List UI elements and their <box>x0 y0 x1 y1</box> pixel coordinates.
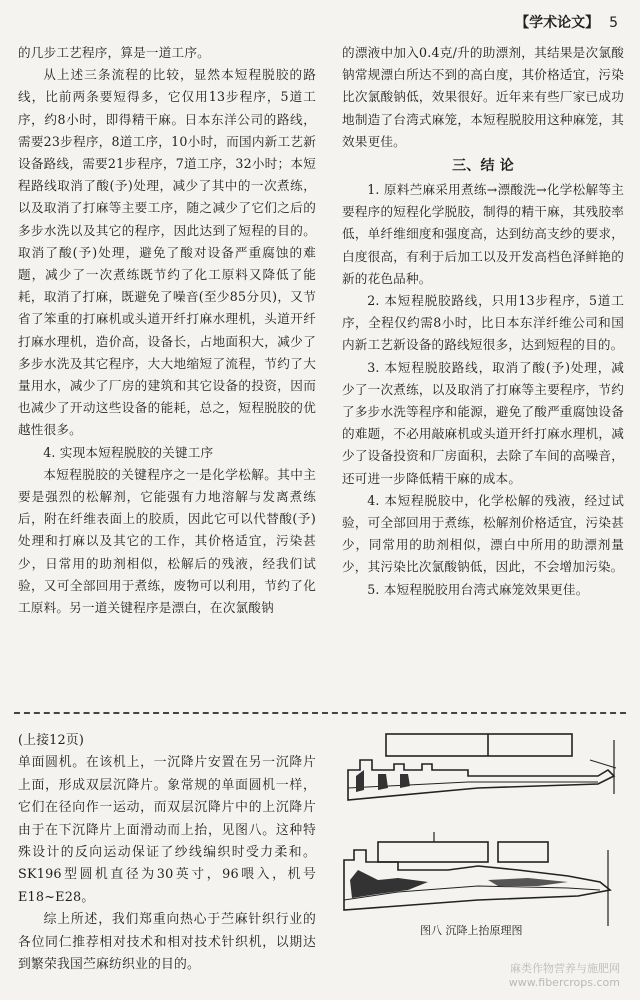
site-watermark <box>509 962 620 990</box>
watermark-url: www.fibercrops.com <box>508 976 620 989</box>
section-label: 【学术论文】 <box>515 15 600 31</box>
left-heading-4: 4. 实现本短程脱胶的关键工序 <box>43 444 214 460</box>
page-header <box>515 12 618 32</box>
page-number: 5 <box>609 15 618 31</box>
conclusion-item-4: 4. 本短程脱胶中，化学松解的残液，经过试验，可全部回用于煮练，松解剂价格适宜，污染甚少，同常用的助剂相似，漂白中所用的助漂剂量少，其污染比次氯酸钠低，因此，不会增加污染。 <box>342 492 624 575</box>
right-column <box>342 42 624 601</box>
left-paragraph-1: 的几步工艺程序，算是一道工序。 <box>18 45 210 60</box>
right-paragraph-1: 的漂液中加入0.4克/升的助漂剂，其结果是次氯酸钠常规漂白所达不到的高白度，其价格适宜，污染比次氯酸钠低，效果很好。近年来有些厂家已成功地制造了台湾式麻笼，本短程脱胶用这种麻笼，其效果更佳。 <box>342 45 624 149</box>
left-paragraph-2: 从上述三条流程的比较，显然本短程脱胶的路线，比前两条要短得多，它仅用13步程序，5道工序，约8小时，即得精干麻。日本东洋公司的路线，需要23步程序，8道工序，10小时，而国内新工艺新设备路线，需要21步程序，7道工序，32小时；本短程路线取消了酸(予)处理，减少了其中的一次煮练，以及取消了打麻等主要工序，随之减少了它们之后的多步水洗以及其它的程序，因此达到了短程的目的。取消了酸(予)处理，避免了酸对设备严重腐蚀的难题，减少了一次煮练既节约了化工原料又降低了能耗，取消了打麻，既避免了噪音(至少85分贝)，又节省了笨重的打麻机或头道开纤打麻水理机，头道开纤打麻水理机，造价高，设备长，占地面积大，减少了多步水洗及其它程序，大大地缩短了流程，节约了大量用水，减少了厂房的建筑和其它设备的投资，因而也减少了开动这些设备的能耗，总之，短程脱胶的优越性很多。 <box>18 67 316 438</box>
watermark-site-name: 麻类作物营养与施肥网 <box>510 962 620 975</box>
figure-caption: 图八 沉降上抬原理图 <box>420 924 523 937</box>
conclusion-item-1: 1. 原料苎麻采用煮练→漂酸洗→化学松解等主要程序的短程化学脱胶，制得的精干麻，其残胶率低，单纤维细度和强度高，达到纺高支纱的要求，白度很高，有利于后加工以及开发高档色泽鲜艳的新的花色品种。 <box>342 182 624 286</box>
bottom-paragraph-1: 单面圆机。在该机上，一沉降片安置在另一沉降片上面，形成双层沉降片。象常规的单面圆机一样，它们在径向作一运动，而双层沉降片中的上沉降片由于在下沉降片上面滑动而上抬，见图八。这种特殊设计的反向运动保证了纱线编织时受力柔和。SK196型圆机直径为30英寸，96喂入，机号E18~E28。 <box>18 755 316 905</box>
dashed-divider <box>14 712 626 714</box>
conclusion-item-3: 3. 本短程脱胶路线，取消了酸(予)处理，减少了一次煮练，以及取消了打麻等主要程序，节约了多步水洗等程序和能源，避免了酸严重腐蚀设备的难题，不必用敲麻机或头道开纤打麻水理机，减少了设备投资和厂房面积，去除了车间的高噪音，还可进一步降低精干麻的成本。 <box>342 359 624 486</box>
left-column <box>18 42 316 619</box>
left-paragraph-3: 本短程脱胶的关键程序之一是化学松解。其中主要是强烈的松解剂，它能强有力地溶解与发离煮练后，附在纤维表面上的胶质，因此它可以代替酸(予)处理和打麻以及其它的工作，其价格适宜，污染甚少，日常用的助剂相似，松解后的残液，经我们试验，又可全部回用于煮练，废物可以利用，节约了化工原料。另一道关键程序是漂白，在次氯酸钠 <box>18 466 316 616</box>
bottom-paragraph-2: 综上所述，我们郑重向热心于苎麻针织行业的各位同仁推荐相对技术和相对技术针织机，以期达到繁荣我国苎麻纺织业的目的。 <box>18 912 316 973</box>
upper-sinker-drawing <box>348 734 616 800</box>
bottom-left-column <box>18 730 316 976</box>
conclusion-item-2: 2. 本短程脱胶路线，只用13步程序，5道工序，全程仅约需8小时，比日本东洋纤维公司和国内新工艺新设备的路线短很多，达到短程的目的。 <box>342 293 624 353</box>
conclusion-item-5: 5. 本短程脱胶用台湾式麻笼效果更佳。 <box>367 581 589 597</box>
continued-note: (上接12页) <box>18 733 85 748</box>
conclusion-heading: 三、结 论 <box>452 158 514 175</box>
